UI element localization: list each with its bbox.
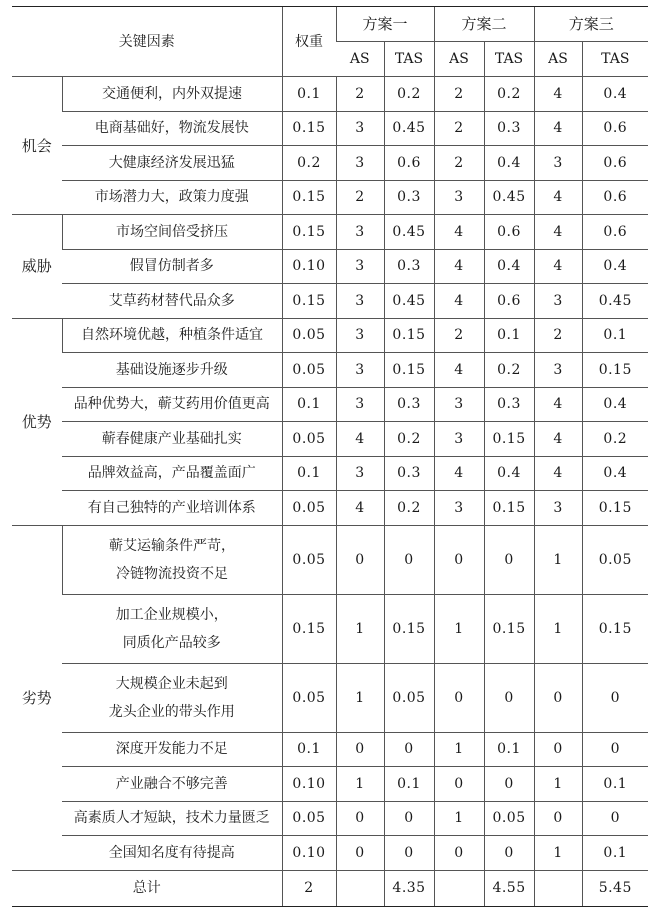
weight-value: 0.1 xyxy=(282,456,336,491)
table-row xyxy=(12,663,648,732)
scheme-1-tas: 0 xyxy=(384,801,434,836)
weight-header: 权重 xyxy=(282,7,336,77)
table-row xyxy=(12,284,648,319)
scheme-2-tas: 0.4 xyxy=(484,249,534,284)
scheme-2-as: 2 xyxy=(434,77,484,112)
scheme-2-as: 3 xyxy=(434,491,484,526)
scheme-3-tas: 0.45 xyxy=(582,284,648,319)
factor-cell xyxy=(62,422,282,457)
scheme-1-tas: 0.2 xyxy=(384,77,434,112)
table-row xyxy=(12,353,648,388)
scheme-1-as: 1 xyxy=(336,767,384,802)
scheme-2-as: 0 xyxy=(434,767,484,802)
tas-header: TAS xyxy=(484,42,534,77)
scheme-2-tas: 0.4 xyxy=(484,456,534,491)
scheme-2-tas: 0.1 xyxy=(484,318,534,353)
scheme-1-tas: 0.45 xyxy=(384,111,434,146)
scheme-3-as: 4 xyxy=(534,111,582,146)
factor-cell xyxy=(62,801,282,836)
scheme-3-as: 1 xyxy=(534,836,582,871)
scheme-2-as: 4 xyxy=(434,353,484,388)
scheme-2-as: 4 xyxy=(434,249,484,284)
weight-value: 0.05 xyxy=(282,801,336,836)
table-row xyxy=(12,77,648,112)
weight-value: 0.15 xyxy=(282,284,336,319)
factor-text-line: 电商基础好，物流发展快 xyxy=(94,120,249,137)
tas-header: TAS xyxy=(384,42,434,77)
table-row xyxy=(12,318,648,353)
scheme-2-tas: 0.45 xyxy=(484,180,534,215)
scheme-2-as: 1 xyxy=(434,801,484,836)
weight-value: 0.1 xyxy=(282,387,336,422)
factor-text-line: 品种优势大，蕲艾药用价值更高 xyxy=(73,396,270,413)
scheme-2-as: 0 xyxy=(434,663,484,732)
table-row xyxy=(12,456,648,491)
table-row xyxy=(12,732,648,767)
scheme-3-tas: 0.6 xyxy=(582,215,648,250)
scheme-3-tas: 0.1 xyxy=(582,767,648,802)
factor-cell xyxy=(62,836,282,871)
factor-text-line: 全国知名度有待提高 xyxy=(108,844,235,861)
scheme-2-as: 1 xyxy=(434,594,484,663)
factor-cell xyxy=(62,525,282,594)
scheme-3-tas: 0.1 xyxy=(582,318,648,353)
scheme-1-tas: 0.45 xyxy=(384,284,434,319)
table-row xyxy=(12,249,648,284)
scheme-3-as: 3 xyxy=(534,491,582,526)
scheme-2-as: 3 xyxy=(434,180,484,215)
scheme-3-as: 0 xyxy=(534,732,582,767)
table-row xyxy=(12,836,648,871)
scheme-1-as: 3 xyxy=(336,284,384,319)
factor-cell xyxy=(62,594,282,663)
factor-text-line: 艾草药材替代品众多 xyxy=(108,292,235,309)
factor-cell xyxy=(62,77,282,112)
scheme-3-tas: 0.4 xyxy=(582,387,648,422)
factor-cell xyxy=(62,249,282,284)
scheme-1-as: 2 xyxy=(336,180,384,215)
scheme-1-tas: 0.2 xyxy=(384,491,434,526)
factor-text-line: 品牌效益高，产品覆盖面广 xyxy=(87,465,256,482)
scheme-1-as: 2 xyxy=(336,77,384,112)
scheme-3-tas: 0.15 xyxy=(582,353,648,388)
scheme-3-as: 1 xyxy=(534,594,582,663)
scheme-3-as: 4 xyxy=(534,249,582,284)
weight-value: 0.1 xyxy=(282,77,336,112)
scheme-1-tas: 0.3 xyxy=(384,180,434,215)
scheme-1-tas: 0.15 xyxy=(384,318,434,353)
scheme-1-as: 3 xyxy=(336,456,384,491)
scheme-2-tas: 0 xyxy=(484,663,534,732)
total-scheme-2-tas: 4.55 xyxy=(484,870,534,906)
scheme-3-tas: 0.6 xyxy=(582,146,648,181)
tas-header: TAS xyxy=(582,42,648,77)
weight-value: 0.15 xyxy=(282,215,336,250)
weight-value: 0.05 xyxy=(282,318,336,353)
scheme-2-tas: 0.2 xyxy=(484,77,534,112)
factor-text-line: 冷链物流投资不足 xyxy=(116,565,228,582)
factor-text-line: 蕲春健康产业基础扎实 xyxy=(101,430,242,447)
scheme-2-tas: 0.15 xyxy=(484,491,534,526)
factor-cell xyxy=(62,456,282,491)
factor-text-line: 市场潜力大，政策力度强 xyxy=(94,189,249,206)
scheme-3-tas: 0 xyxy=(582,801,648,836)
factor-text-line: 大健康经济发展迅猛 xyxy=(108,154,235,171)
total-scheme-1-as xyxy=(336,870,384,906)
scheme-3-as: 4 xyxy=(534,77,582,112)
scheme-3-as: 2 xyxy=(534,318,582,353)
scheme-3-tas: 0.15 xyxy=(582,491,648,526)
table-row xyxy=(12,146,648,181)
factor-text-line: 同质化产品较多 xyxy=(122,634,221,651)
scheme-1-as: 1 xyxy=(336,594,384,663)
scheme-3-as: 4 xyxy=(534,387,582,422)
factor-text-line: 市场空间倍受挤压 xyxy=(116,223,228,240)
factor-cell xyxy=(62,318,282,353)
total-row xyxy=(12,870,648,906)
scheme-3-tas: 0.15 xyxy=(582,594,648,663)
scheme-3-tas: 0.6 xyxy=(582,180,648,215)
scheme-3-as: 4 xyxy=(534,456,582,491)
scheme-1-tas: 0 xyxy=(384,836,434,871)
table-row xyxy=(12,387,648,422)
scheme-1-as: 3 xyxy=(336,387,384,422)
scheme-1-as: 4 xyxy=(336,491,384,526)
factor-text-line: 高素质人才短缺，技术力量匮乏 xyxy=(73,810,270,827)
scheme-2-header: 方案二 xyxy=(434,7,534,42)
scheme-2-as: 0 xyxy=(434,525,484,594)
weight-value: 0.10 xyxy=(282,836,336,871)
scheme-2-as: 4 xyxy=(434,215,484,250)
total-label: 总计 xyxy=(12,870,282,906)
scheme-1-tas: 0.15 xyxy=(384,594,434,663)
factor-cell xyxy=(62,111,282,146)
scheme-2-tas: 0 xyxy=(484,836,534,871)
table-row xyxy=(12,180,648,215)
scheme-1-tas: 0.3 xyxy=(384,387,434,422)
scheme-2-as: 0 xyxy=(434,836,484,871)
as-header: AS xyxy=(336,42,384,77)
group-label: 机会 xyxy=(12,77,62,215)
scheme-1-as: 3 xyxy=(336,249,384,284)
scheme-1-tas: 0.1 xyxy=(384,767,434,802)
scheme-1-tas: 0.45 xyxy=(384,215,434,250)
scheme-2-tas: 0 xyxy=(484,525,534,594)
scheme-2-tas: 0.6 xyxy=(484,215,534,250)
scheme-1-tas: 0.05 xyxy=(384,663,434,732)
scheme-3-as: 0 xyxy=(534,801,582,836)
scheme-1-tas: 0.2 xyxy=(384,422,434,457)
factor-cell xyxy=(62,180,282,215)
scheme-3-as: 3 xyxy=(534,284,582,319)
scheme-3-header: 方案三 xyxy=(534,7,648,42)
weight-value: 0.10 xyxy=(282,767,336,802)
scheme-1-as: 1 xyxy=(336,663,384,732)
factor-text-line: 产业融合不够完善 xyxy=(115,775,228,792)
scheme-2-tas: 0.15 xyxy=(484,594,534,663)
scheme-1-as: 0 xyxy=(336,525,384,594)
weight-value: 0.2 xyxy=(282,146,336,181)
scheme-1-tas: 0.3 xyxy=(384,249,434,284)
factor-cell xyxy=(62,387,282,422)
scheme-1-tas: 0.6 xyxy=(384,146,434,181)
factor-text-line: 自然环境优越，种植条件适宜 xyxy=(81,327,263,344)
factor-cell xyxy=(62,284,282,319)
table-row xyxy=(12,491,648,526)
factor-cell xyxy=(62,767,282,802)
scheme-2-as: 2 xyxy=(434,146,484,181)
weight-value: 0.10 xyxy=(282,249,336,284)
scheme-3-tas: 0 xyxy=(582,663,648,732)
scheme-2-tas: 0.2 xyxy=(484,353,534,388)
as-header: AS xyxy=(534,42,582,77)
table-row xyxy=(12,594,648,663)
scheme-2-as: 4 xyxy=(434,284,484,319)
scheme-1-tas: 0.15 xyxy=(384,353,434,388)
weight-value: 0.15 xyxy=(282,180,336,215)
factor-text-line: 基础设施逐步升级 xyxy=(115,361,228,378)
factor-cell xyxy=(62,146,282,181)
table-row xyxy=(12,525,648,594)
scheme-3-tas: 0.4 xyxy=(582,77,648,112)
scheme-3-as: 4 xyxy=(534,180,582,215)
factor-cell xyxy=(62,491,282,526)
scheme-2-tas: 0.6 xyxy=(484,284,534,319)
scheme-1-as: 3 xyxy=(336,353,384,388)
scheme-1-as: 0 xyxy=(336,732,384,767)
weight-value: 0.05 xyxy=(282,525,336,594)
scheme-2-tas: 0.15 xyxy=(484,422,534,457)
total-scheme-2-as xyxy=(434,870,484,906)
scheme-3-tas: 0.05 xyxy=(582,525,648,594)
total-weight-value: 2 xyxy=(282,870,336,906)
scheme-1-as: 3 xyxy=(336,318,384,353)
scheme-3-as: 4 xyxy=(534,215,582,250)
scheme-1-as: 0 xyxy=(336,836,384,871)
weight-value: 0.05 xyxy=(282,353,336,388)
scheme-1-as: 3 xyxy=(336,111,384,146)
table-row xyxy=(12,215,648,250)
scheme-1-as: 0 xyxy=(336,801,384,836)
scheme-3-tas: 0.6 xyxy=(582,111,648,146)
scheme-3-tas: 0.1 xyxy=(582,836,648,871)
scheme-1-header: 方案一 xyxy=(336,7,434,42)
factor-cell xyxy=(62,732,282,767)
factor-cell xyxy=(62,353,282,388)
total-scheme-3-tas: 5.45 xyxy=(582,870,648,906)
scheme-2-as: 2 xyxy=(434,111,484,146)
scheme-1-tas: 0 xyxy=(384,732,434,767)
scheme-2-tas: 0.1 xyxy=(484,732,534,767)
table-row xyxy=(12,111,648,146)
scheme-1-tas: 0.3 xyxy=(384,456,434,491)
scheme-1-as: 4 xyxy=(336,422,384,457)
weight-value: 0.15 xyxy=(282,594,336,663)
group-label: 威胁 xyxy=(12,215,62,319)
factor-text-line: 龙头企业的带头作用 xyxy=(108,703,235,720)
scheme-3-as: 4 xyxy=(534,422,582,457)
scheme-3-tas: 0.4 xyxy=(582,456,648,491)
as-header: AS xyxy=(434,42,484,77)
scheme-2-as: 3 xyxy=(434,422,484,457)
table-row xyxy=(12,767,648,802)
scheme-3-as: 3 xyxy=(534,353,582,388)
key-factor-header: 关键因素 xyxy=(12,7,282,77)
scheme-2-as: 3 xyxy=(434,387,484,422)
factor-text-line: 交通便利，内外双提速 xyxy=(102,85,242,102)
factor-cell xyxy=(62,215,282,250)
factor-text-line: 蕲艾运输条件严苛， xyxy=(109,537,235,554)
scheme-3-tas: 0 xyxy=(582,732,648,767)
table-row xyxy=(12,801,648,836)
weight-value: 0.1 xyxy=(282,732,336,767)
scheme-3-as: 1 xyxy=(534,525,582,594)
factor-text-line: 假冒仿制者多 xyxy=(129,258,214,275)
weight-value: 0.15 xyxy=(282,111,336,146)
factor-cell xyxy=(62,663,282,732)
scheme-2-tas: 0.05 xyxy=(484,801,534,836)
factor-text-line: 深度开发能力不足 xyxy=(115,741,228,758)
scheme-3-as: 1 xyxy=(534,767,582,802)
group-label: 劣势 xyxy=(12,525,62,870)
weight-value: 0.05 xyxy=(282,422,336,457)
factor-text-line: 有自己独特的产业培训体系 xyxy=(87,499,256,516)
total-scheme-1-tas: 4.35 xyxy=(384,870,434,906)
scheme-1-as: 3 xyxy=(336,146,384,181)
scheme-1-as: 3 xyxy=(336,215,384,250)
scheme-2-tas: 0.3 xyxy=(484,387,534,422)
scheme-2-as: 4 xyxy=(434,456,484,491)
scheme-3-as: 3 xyxy=(534,146,582,181)
factor-text-line: 大规模企业未起到 xyxy=(115,675,228,692)
scheme-2-as: 2 xyxy=(434,318,484,353)
scheme-2-tas: 0.4 xyxy=(484,146,534,181)
weight-value: 0.05 xyxy=(282,663,336,732)
scheme-3-as: 0 xyxy=(534,663,582,732)
scheme-2-as: 1 xyxy=(434,732,484,767)
scheme-3-tas: 0.2 xyxy=(582,422,648,457)
qspm-matrix-table xyxy=(12,6,648,907)
scheme-1-tas: 0 xyxy=(384,525,434,594)
total-scheme-3-as xyxy=(534,870,582,906)
weight-value: 0.05 xyxy=(282,491,336,526)
scheme-2-tas: 0.3 xyxy=(484,111,534,146)
scheme-3-tas: 0.4 xyxy=(582,249,648,284)
factor-text-line: 加工企业规模小， xyxy=(115,606,228,623)
scheme-2-tas: 0 xyxy=(484,767,534,802)
group-label: 优势 xyxy=(12,318,62,525)
table-row xyxy=(12,422,648,457)
